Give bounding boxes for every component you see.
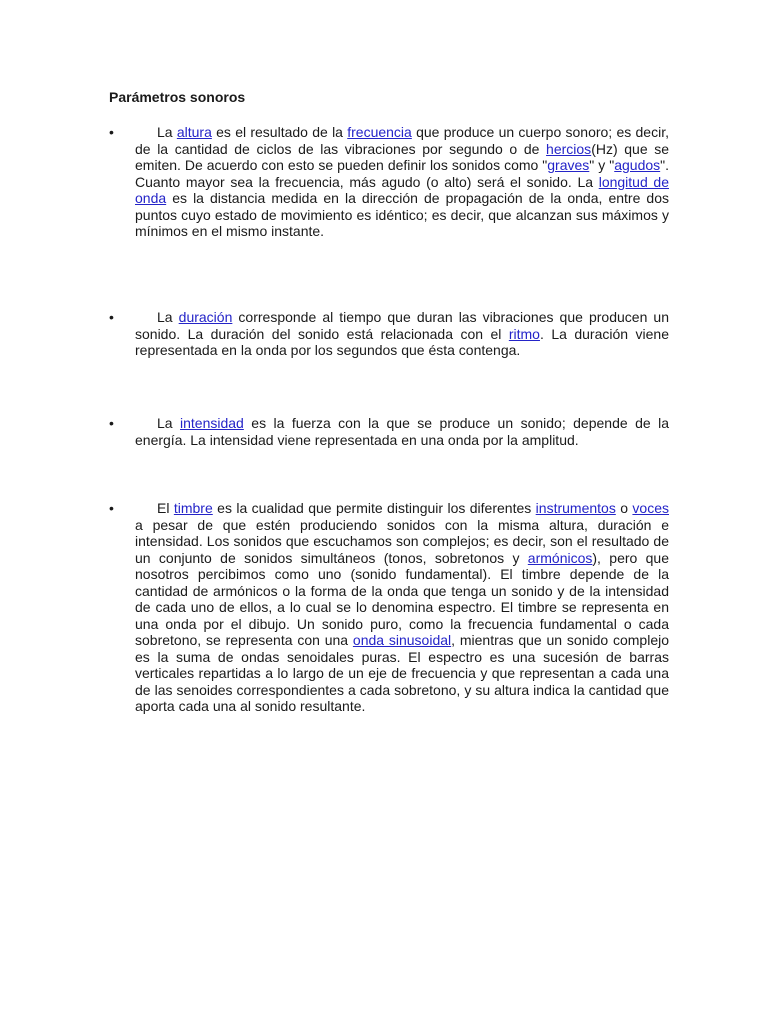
text-segment: es la cualidad que permite distinguir los diferentes — [212, 500, 536, 516]
link-agudos[interactable]: agudos — [614, 157, 661, 173]
bullet-icon: • — [109, 415, 114, 431]
text-segment: , mientras que un sonido complejo es la suma de ondas senoidales puras. El espectro es una sucesión de barras verticales repartidas a lo largo de un eje de frecuencia y que representan a cada una de las senoides correspondientes a cada sobretono, y su altura indica la cantidad que aporta cada una al sonido resultante. — [135, 632, 670, 714]
link-onda-sinusoidal[interactable]: onda sinusoidal — [352, 632, 452, 648]
text-segment: ), pero que nosotros percibimos como uno (sonido fundamental). El timbre depende de la cantidad de armónicos o la forma de la onda que tenga un sonido y de la intensidad de cada uno de ellos, a lo cual se lo denomina espectro. El timbre se representa en una onda por el dibujo. Un sonido puro, como la frecuencia fundamental o cada sobretono, se representa con una — [135, 549, 669, 648]
text-segment: es la fuerza con la que se produce un sonido; depende de la energía. La intensidad viene representada en una onda por la amplitud. — [135, 415, 669, 448]
text-segment: es la distancia medida en la dirección de propagación de la onda, entre dos puntos cuyo estado de movimiento es idéntico; es decir, que alcanzan sus máximos y mínimos en el mismo instante. — [135, 190, 669, 239]
bullet-icon: • — [109, 500, 114, 516]
text-segment: . La duración viene representada en la onda por los segundos que ésta contenga. — [135, 325, 669, 358]
paragraph-text — [135, 124, 669, 240]
link-armónicos[interactable]: armónicos — [527, 549, 593, 566]
text-segment: ". Cuanto mayor sea la frecuencia, más agudo (o alto) será el sonido. La — [135, 157, 670, 190]
text-segment: " y " — [589, 157, 615, 173]
link-timbre[interactable]: timbre — [173, 500, 213, 516]
paragraph-text — [135, 309, 669, 359]
bullet-icon: • — [109, 309, 114, 325]
list-item-duracion — [109, 309, 669, 359]
list-item-timbre — [109, 500, 669, 715]
text-segment: La — [157, 415, 181, 431]
text-segment: (Hz) que se emiten. De acuerdo con esto se pueden definir los sonidos como " — [135, 140, 670, 173]
list-item-altura — [109, 124, 669, 240]
bullet-icon: • — [109, 124, 114, 140]
text-segment: o — [615, 500, 633, 516]
text-segment: El — [157, 500, 174, 516]
text-segment: La — [157, 309, 179, 325]
link-longitud-de-onda[interactable]: longitud de onda — [135, 173, 669, 206]
paragraph-text — [135, 500, 669, 715]
link-ritmo[interactable]: ritmo — [508, 325, 540, 342]
link-instrumentos[interactable]: instrumentos — [535, 500, 616, 516]
link-voces[interactable]: voces — [632, 500, 669, 516]
text-segment: corresponde al tiempo que duran las vibraciones que producen un sonido. La duración del sonido está relacionada con el — [135, 309, 670, 342]
link-graves[interactable]: graves — [547, 157, 590, 173]
text-segment: a pesar de que estén produciendo sonidos con la misma altura, duración e intensidad. Los sonidos que escuchamos son complejos; es decir, son el resultado de un conjunto de sonidos simultáneos (tonos, sobretonos y — [135, 516, 669, 566]
page-title: Parámetros sonoros — [109, 89, 246, 105]
link-duración[interactable]: duración — [178, 309, 233, 325]
link-intensidad[interactable]: intensidad — [180, 415, 244, 431]
link-hercios[interactable]: hercios — [546, 140, 592, 157]
text-segment: que produce un cuerpo sonoro; es decir, de la cantidad de ciclos de las vibraciones por segundo o de — [135, 124, 669, 157]
text-segment: La — [157, 124, 177, 140]
list-item-intensidad — [109, 415, 669, 448]
text-segment: es el resultado de la — [211, 124, 348, 140]
paragraph-text — [135, 415, 669, 448]
link-altura[interactable]: altura — [176, 124, 212, 140]
link-frecuencia[interactable]: frecuencia — [347, 124, 412, 140]
